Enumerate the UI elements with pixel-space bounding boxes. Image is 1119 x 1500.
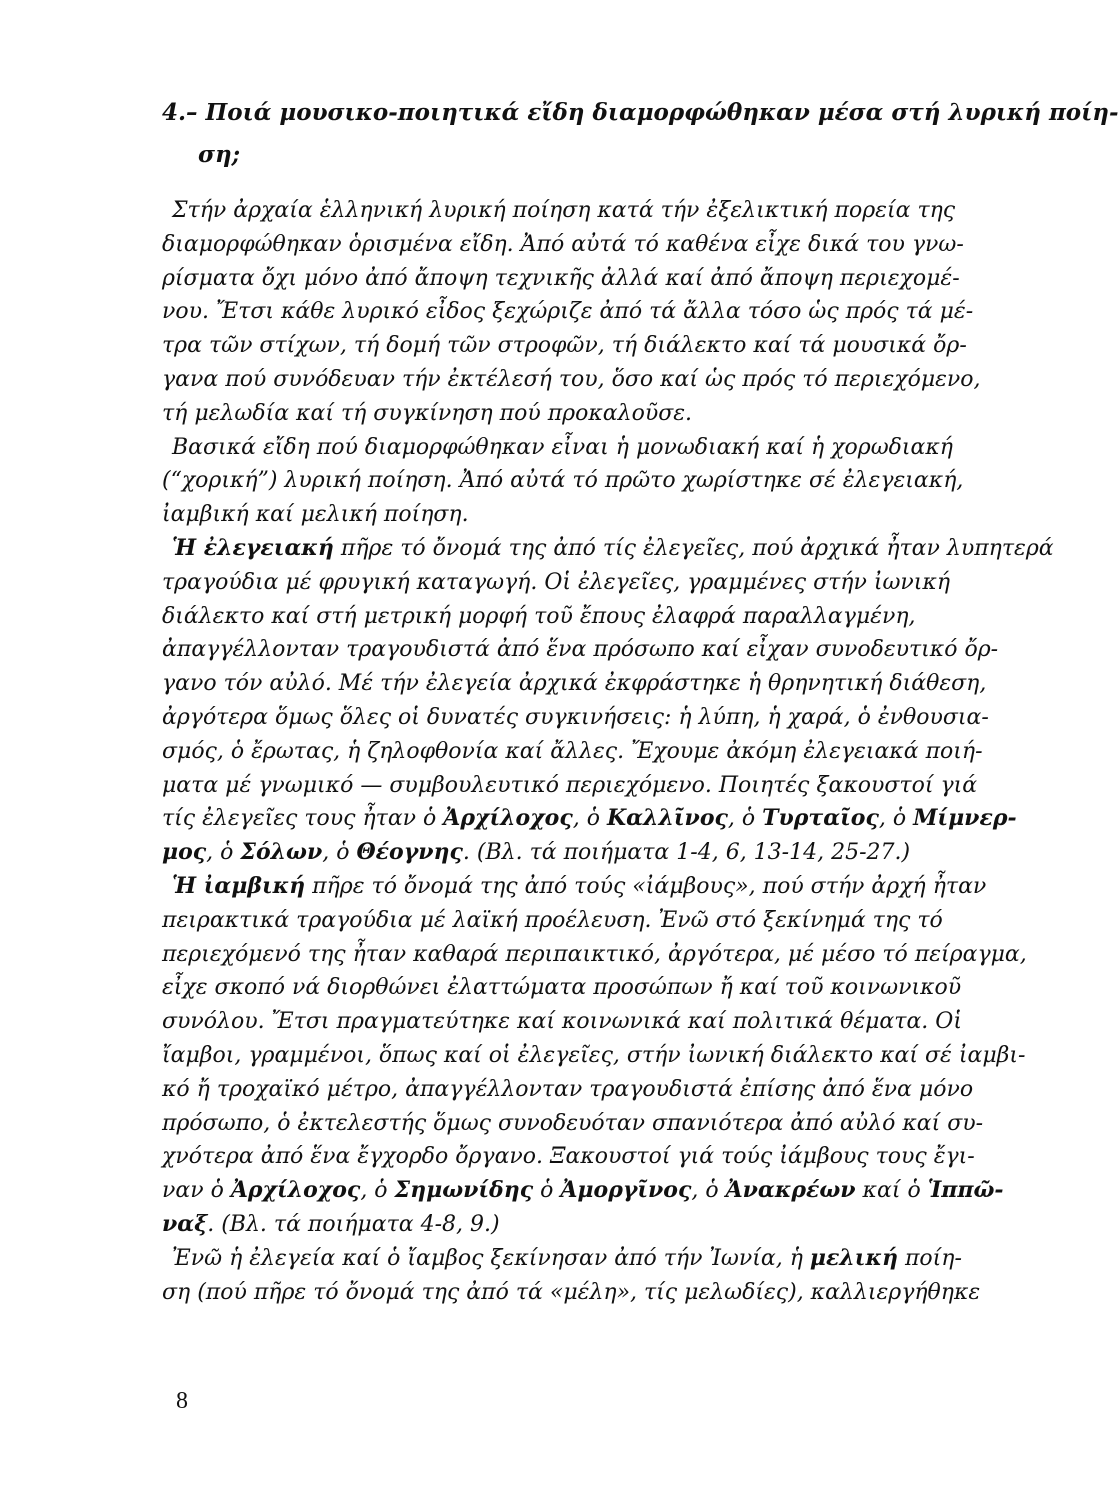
- poet-name: Ἀρχίλοχος: [230, 1177, 361, 1204]
- text-line: ματα μέ γνωμικό — συμβουλευτικό περιεχόμενο. Ποιητές ξακουστοί γιά: [162, 772, 978, 798]
- paragraph-intro: [162, 194, 1008, 431]
- text-line: πρόσωπο, ὁ ἐκτελεστής ὅμως συνοδευόταν σπανιότερα ἀπό αὐλό καί συ-: [162, 1110, 984, 1136]
- text-line: χνότερα ἀπό ἕνα ἔγχορδο ὄργανο. Ξακουστοί γιά τούς ἰάμβους τους ἔγι-: [162, 1144, 975, 1170]
- text-line: γανα πού συνόδευαν τήν ἐκτέλεσή του, ὅσο καί ὡς πρός τό περιεχόμενο,: [162, 366, 981, 392]
- text-line: Βασικά εἴδη πού διαμορφώθηκαν εἶναι ἡ μονωδιακή καί ἡ χορωδιακή: [172, 434, 953, 460]
- text-line: τή μελωδία καί τή συγκίνηση πού προκαλοῦσε.: [162, 400, 693, 426]
- heading-line: 4.– Ποιά μουσικο-ποιητικά εἴδη διαμορφώθηκαν μέσα στή λυρική ποίη-: [162, 99, 1119, 126]
- text-run: , ὁ: [360, 1178, 395, 1204]
- text-line: σμός, ὁ ἔρωτας, ἡ ζηλοφθονία καί ἄλλες. Ἔχουμε ἀκόμη ἐλεγειακά ποιή-: [162, 738, 983, 764]
- text-line: ση (πού πῆρε τό ὄνομά της ἀπό τά «μέλη», τίς μελωδίες), καλλιεργήθηκε: [162, 1279, 981, 1305]
- text-line: εἶχε σκοπό νά διορθώνει ἐλαττώματα προσώπων ἤ καί τοῦ κοινωνικοῦ: [162, 975, 962, 1001]
- text-line: ρίσματα ὄχι μόνο ἀπό ἄποψη τεχνικῆς ἀλλά καί ἀπό ἄποψη περιεχομέ-: [162, 265, 960, 291]
- text-run: πῆρε τό ὄνομά της ἀπό τίς ἐλεγεῖες, πού ἀρχικά ἦταν λυπητερά: [333, 535, 1054, 561]
- text-line: [162, 1242, 1008, 1276]
- poet-name: Μίμνερ-: [913, 805, 1017, 832]
- paragraph-iambic: [162, 870, 1027, 1242]
- term-iambic: Ἡ ἰαμβική: [172, 872, 306, 899]
- text-run: . (Βλ. τά ποιήματα 1-4, 6, 13-14, 25-27.): [462, 840, 911, 866]
- text-run: καί ὁ: [855, 1178, 928, 1204]
- text-run: Ἐνῶ ἡ ἐλεγεία καί ὁ ἴαμβος ξεκίνησαν ἀπό τήν Ἰωνία, ἡ: [172, 1245, 810, 1271]
- text-run: ὁ: [533, 1178, 561, 1204]
- text-line: ἀπαγγέλλονταν τραγουδιστά ἀπό ἕνα πρόσωπο καί εἶχαν συνοδευτικό ὄρ-: [162, 637, 999, 663]
- text-line: [162, 802, 1017, 836]
- text-line: [162, 870, 1008, 904]
- text-line: [162, 1174, 1008, 1208]
- text-line: διάλεκτο καί στή μετρική μορφή τοῦ ἔπους ἐλαφρά παραλλαγμένη,: [162, 603, 916, 629]
- text-run: , ὁ: [572, 806, 607, 832]
- text-run: ποίη-: [897, 1245, 962, 1271]
- text-run: , ὁ: [322, 840, 357, 866]
- poet-name: Θέογνης: [356, 839, 463, 866]
- text-line: τρα τῶν στίχων, τή δομή τῶν στροφῶν, τή διάλεκτο καί τά μουσικά ὄρ-: [162, 333, 967, 359]
- text-line: συνόλου. Ἔτσι πραγματεύτηκε καί κοινωνικά καί πολιτικά θέματα. Οἱ: [162, 1009, 962, 1035]
- text-line: περιεχόμενό της ἦταν καθαρά περιπαικτικό, ἀργότερα, μέ μέσο τό πείραγμα,: [162, 941, 1027, 967]
- term-melic: μελική: [809, 1244, 898, 1271]
- text-line: [162, 532, 1054, 566]
- heading-line: ση;: [198, 141, 241, 168]
- poet-name: Τυρταῖος: [762, 805, 879, 832]
- term-elegiac: Ἡ ἐλεγειακή: [172, 534, 334, 561]
- text-line: [162, 836, 1008, 870]
- text-line: Στήν ἀρχαία ἑλληνική λυρική ποίηση κατά τήν ἐξελικτική πορεία της: [172, 198, 956, 223]
- text-run: ναν ὁ: [162, 1178, 231, 1204]
- page-content: [162, 92, 1119, 1309]
- poet-name: Καλλῖνος: [607, 805, 728, 832]
- text-line: ἰαμβική καί μελική ποίηση.: [162, 502, 469, 528]
- paragraph-elegiac: [162, 532, 1054, 870]
- text-line: κό ἤ τροχαϊκό μέτρο, ἀπαγγέλλονταν τραγουδιστά ἐπίσης ἀπό ἕνα μόνο: [162, 1076, 974, 1102]
- text-line: ἴαμβοι, γραμμένοι, ὅπως καί οἱ ἐλεγεῖες, στήν ἰωνική διάλεκτο καί σέ ἰαμβι-: [162, 1042, 1026, 1068]
- poet-name: Ἀρχίλοχος: [443, 805, 573, 832]
- section-heading: [162, 92, 1119, 176]
- text-line: (“χορική”) λυρική ποίηση. Ἀπό αὐτά τό πρῶτο χωρίστηκε σέ ἐλεγειακή,: [162, 468, 964, 494]
- spacer: [162, 176, 1008, 194]
- text-run: , ὁ: [691, 1178, 726, 1204]
- text-run: πῆρε τό ὄνομά της ἀπό τούς «ἰάμβους», πού στήν ἀρχή ἦταν: [305, 873, 987, 899]
- text-run: τίς ἐλεγεῖες τους ἦταν ὁ: [162, 806, 444, 832]
- text-run: , ὁ: [206, 840, 241, 866]
- text-run: . (Βλ. τά ποιήματα 4-8, 9.): [207, 1211, 500, 1237]
- text-line: νου. Ἔτσι κάθε λυρικό εἶδος ξεχώριζε ἀπό τά ἄλλα τόσο ὡς πρός τά μέ-: [162, 299, 974, 325]
- text-line: πειρακτικά τραγούδια μέ λαϊκή προέλευση. Ἐνῶ στό ξεκίνημά της τό: [162, 907, 943, 933]
- text-line: γανο τόν αὐλό. Μέ τήν ἐλεγεία ἀρχικά ἐκφράστηκε ἡ θρηνητική διάθεση,: [162, 671, 987, 697]
- text-run: , ὁ: [727, 806, 763, 832]
- text-line: διαμορφώθηκαν ὁρισμένα εἴδη. Ἀπό αὐτά τό καθένα εἶχε δικά του γνω-: [162, 231, 964, 257]
- paragraph-melic: [162, 1242, 1008, 1310]
- text-line: ἀργότερα ὅμως ὅλες οἱ δυνατές συγκινήσεις: ἡ λύπη, ἡ χαρά, ὁ ἐνθουσια-: [162, 704, 989, 730]
- page-number: 8: [176, 1388, 188, 1414]
- text-line: τραγούδια μέ φρυγική καταγωγή. Οἱ ἐλεγεῖες, γραμμένες στήν ἰωνική: [162, 569, 950, 595]
- paragraph-basic-kinds: [162, 431, 1008, 532]
- text-run: , ὁ: [878, 806, 914, 832]
- poet-name: Σόλων: [240, 839, 323, 866]
- poet-name: Ἀμοργῖνος: [560, 1177, 692, 1204]
- poet-name: μος: [162, 839, 207, 866]
- poet-name: Ἀνακρέων: [725, 1177, 856, 1204]
- poet-name: ναξ: [162, 1210, 208, 1237]
- text-line: [162, 1208, 1008, 1242]
- poet-name: Σημωνίδης: [394, 1177, 534, 1204]
- poet-name: Ἱππῶ-: [927, 1177, 1004, 1204]
